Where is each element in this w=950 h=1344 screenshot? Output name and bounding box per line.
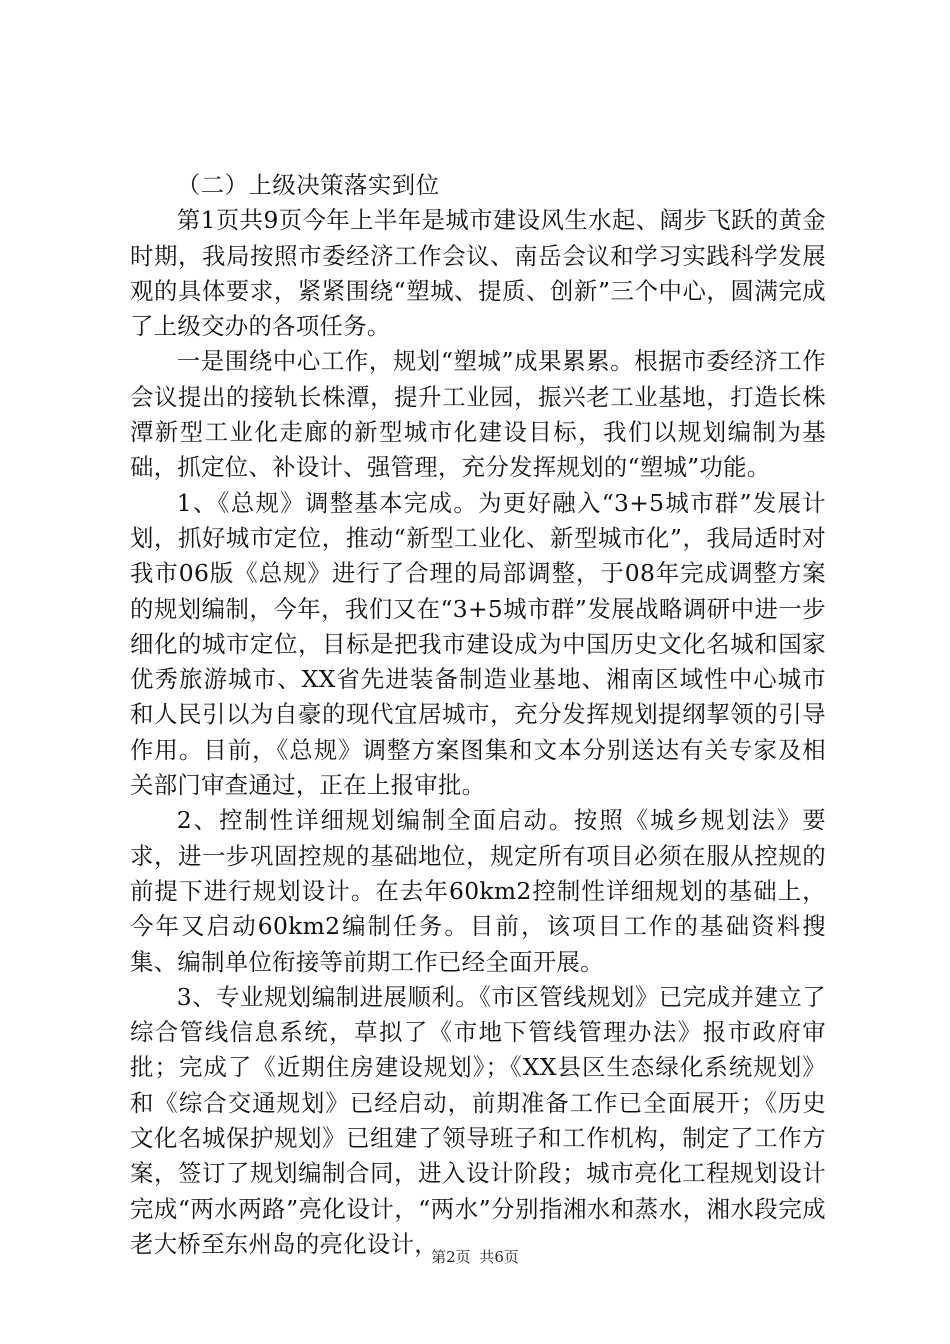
document-body (130, 168, 826, 1262)
page-footer (0, 1247, 950, 1267)
paragraph-item-1: 1、《总规》调整基本完成。为更好融入“3+5城市群”发展计划，抓好城市定位，推动“新型工业化、新型城市化”，我局适时对我市06版《总规》进行了合理的局部调整，于08年完成调整方案的规划编制，今年，我们又在“3+5城市群”发展战略调研中进一步细化的城市定位，目标是把我市建设成为中国历史文化名城和国家优秀旅游城市、XX省先进装备制造业基地、湘南区域性中心城市和人民引以为自豪的现代宜居城市，充分发挥规划提纲挈领的引导作用。目前，《总规》调整方案图集和文本分别送达有关专家及相关部门审查通过，正在上报审批。 (130, 488, 826, 800)
paragraph-point-one: 一是围绕中心工作，规划“塑城”成果累累。根据市委经济工作会议提出的接轨长株潭，提升工业园，振兴老工业基地，打造长株潭新型工业化走廊的新型城市化建设目标，我们以规划编制为基础，抓定位、补设计、强管理，充分发挥规划的“塑城”功能。 (130, 347, 826, 482)
paragraph-intro: 第1页共9页今年上半年是城市建设风生水起、阔步飞跃的黄金时期，我局按照市委经济工作会议、南岳会议和学习实践科学发展观的具体要求，紧紧围绕“塑城、提质、创新”三个中心，圆满完成了上级交办的各项任务。 (130, 206, 826, 341)
page-number: 第2页 (431, 1248, 471, 1266)
paragraph-item-3: 3、专业规划编制进展顺利。《市区管线规划》已完成并建立了综合管线信息系统，草拟了《市地下管线管理办法》报市政府审批；完成了《近期住房建设规划》；《XX县区生态绿化系统规划》和《综合交通规划》已经启动，前期准备工作已全面展开；《历史文化名城保护规划》已组建了领导班子和工作机构，制定了工作方案，签订了规划编制合同，进入设计阶段；城市亮化工程规划设计完成“两水两路”亮化设计，“两水”分别指湘水和蒸水，湘水段完成老大桥至东州岛的亮化设计， (130, 982, 826, 1258)
paragraph-item-2: 2、控制性详细规划编制全面启动。按照《城乡规划法》要求，进一步巩固控规的基础地位，规定所有项目必须在服从控规的前提下进行规划设计。在去年60km2控制性详细规划的基础上，今年又启动60km2编制任务。目前，该项目工作的基础资料搜集、编制单位衔接等前期工作已经全面开展。 (130, 806, 826, 976)
section-heading: （二）上级决策落实到位 (176, 171, 440, 199)
page-total: 共6页 (479, 1248, 519, 1266)
